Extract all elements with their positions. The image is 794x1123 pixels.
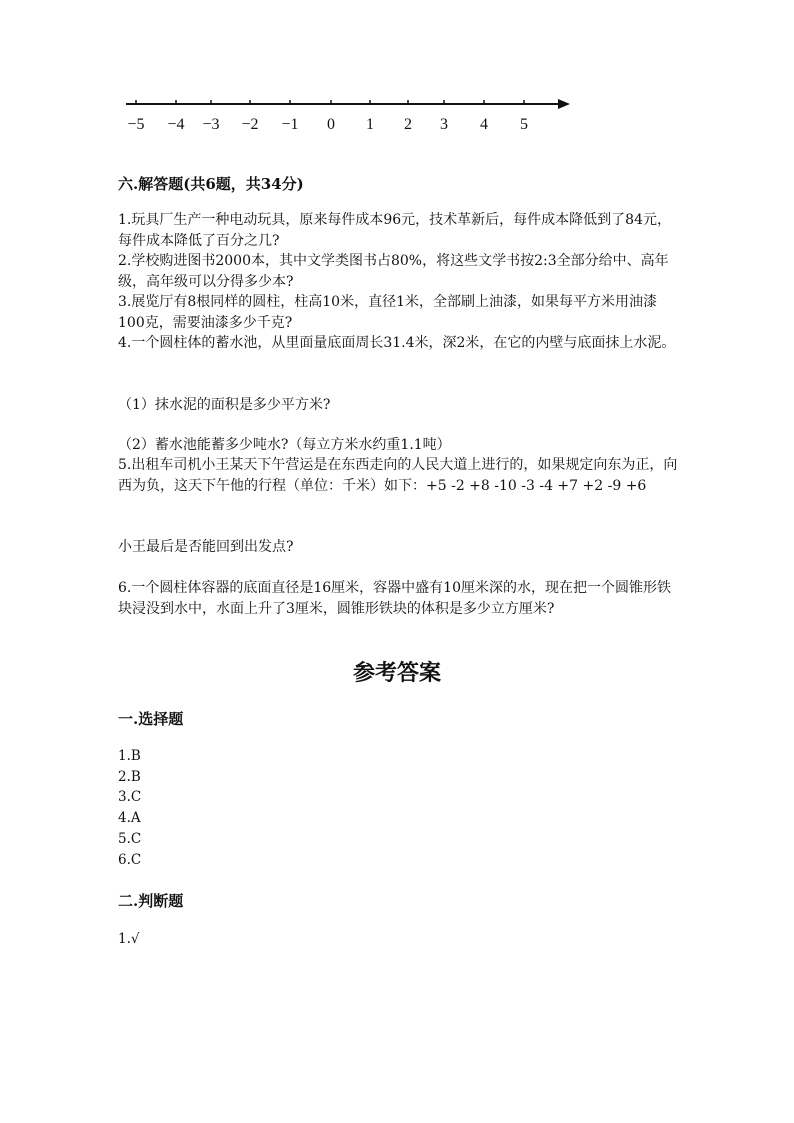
number-line-label: 3	[440, 116, 448, 133]
question-5-ask: 小王最后是否能回到出发点?	[118, 539, 294, 555]
number-line-label: −4	[167, 116, 185, 133]
number-line-label: 1	[366, 116, 374, 133]
section-title: 六.解答题(共6题，共34分)	[118, 175, 304, 193]
question-4: 4.一个圆柱体的蓄水池，从里面量底面周长31.4米，深2米，在它的内壁与底面抹上水泥。	[118, 335, 676, 351]
number-line-label: 0	[327, 116, 335, 133]
number-line-label: 4	[480, 116, 488, 133]
number-line-label: 5	[520, 116, 528, 133]
question-5: 5.出租车司机小王某天下午营运是在东西走向的人民大道上进行的，如果规定向东为正，向西为负，这天下午他的行程（单位：千米）如下：+5 -2 +8 -10 -3 -4 +7 +2 -9 +6	[118, 457, 678, 494]
answers-part1-title: 一.选择题	[118, 710, 184, 728]
answers-title: 参考答案	[352, 660, 441, 686]
answers-part2-title: 二.判断题	[118, 892, 184, 910]
number-line-arrow	[558, 99, 570, 109]
question-4-part-2: （2）蓄水池能蓄多少吨水?（每立方米水约重1.1吨）	[118, 437, 451, 453]
number-line-label: −5	[127, 116, 145, 133]
answers-part1-list	[118, 746, 141, 870]
number-line-label: −1	[281, 116, 299, 133]
answer-item: 2.B	[118, 768, 141, 785]
number-line	[118, 92, 578, 136]
answer-item: 1.B	[118, 748, 141, 764]
question-2: 2.学校购进图书2000本，其中文学类图书占80%，将这些文学书按2:3全部分给中、高年级，高年级可以分得多少本?	[118, 253, 669, 290]
answers-part2-list	[118, 929, 139, 950]
answer-item: 3.C	[118, 789, 142, 806]
answer-item: 5.C	[118, 830, 142, 847]
number-line-label: 2	[404, 116, 412, 133]
question-6: 6.一个圆柱体容器的底面直径是16厘米，容器中盛有10厘米深的水，现在把一个圆锥形铁块浸没到水中，水面上升了3厘米，圆锥形铁块的体积是多少立方厘米?	[118, 580, 671, 617]
answer-item: 6.C	[118, 851, 142, 868]
question-1: 1.玩具厂生产一种电动玩具，原来每件成本96元，技术革新后，每件成本降低到了84元，每件成本降低了百分之几?	[118, 212, 671, 249]
answer-item: 1.√	[118, 931, 140, 947]
question-3: 3.展览厅有8根同样的圆柱，柱高10米，直径1米，全部刷上油漆，如果每平方米用油漆100克，需要油漆多少千克?	[118, 294, 657, 331]
question-4-part-1: （1）抹水泥的面积是多少平方米?	[118, 397, 331, 413]
answer-item: 4.A	[118, 810, 141, 827]
number-line-label: −3	[202, 116, 220, 133]
number-line-label: −2	[241, 116, 259, 133]
